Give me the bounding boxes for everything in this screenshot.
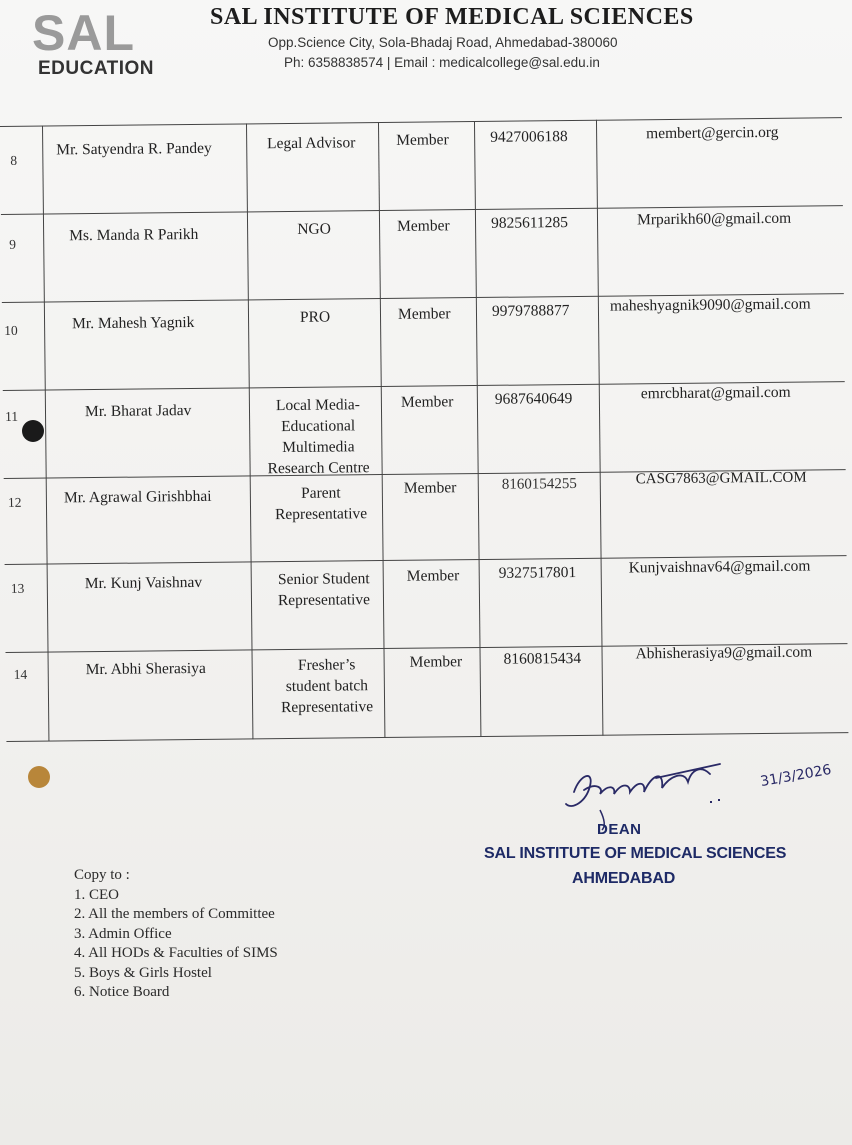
dean-signature — [560, 752, 850, 832]
list-item: 4. All HODs & Faculties of SIMS — [74, 945, 278, 961]
member-phone: 9687640649 — [494, 390, 573, 408]
member-name: Mr. Kunj Vaishnav — [84, 573, 203, 593]
signature-date: 31/3/2026 — [759, 761, 833, 791]
member-role: Legal Advisor — [266, 134, 356, 153]
copy-to-heading: Copy to : — [74, 867, 130, 883]
member-name: Mr. Satyendra R. Pandey — [56, 139, 212, 159]
institute-stamp-line2: AHMEDABAD — [572, 870, 676, 887]
institute-address: Opp.Science City, Sola-Bhadaj Road, Ahmedabad-380060 — [268, 35, 618, 50]
institute-name: SAL INSTITUTE OF MEDICAL SCIENCES — [210, 4, 694, 30]
member-email: emrcbharat@gmail.com — [640, 383, 791, 403]
member-email: membert@gercin.org — [646, 123, 779, 143]
member-phone: 9327517801 — [498, 563, 577, 582]
list-item: 2. All the members of Committee — [74, 906, 275, 922]
list-item: 5. Boys & Girls Hostel — [74, 964, 212, 981]
member-designation: Member — [396, 131, 449, 149]
sal-education-logo — [30, 5, 180, 83]
punch-hole-mark — [28, 766, 50, 788]
row-number: 8 — [10, 152, 18, 168]
punch-hole-mark — [22, 420, 44, 442]
member-designation: Member — [396, 217, 450, 235]
member-name: Mr. Agrawal Girishbhai — [63, 487, 212, 507]
member-email: Abhisherasiya9@gmail.com — [635, 643, 813, 663]
row-number: 11 — [4, 408, 19, 424]
member-role: Senior Student Representative — [277, 570, 371, 610]
row-number: 10 — [4, 322, 18, 338]
row-number: 14 — [13, 666, 28, 682]
member-name: Mr. Mahesh Yagnik — [71, 313, 195, 333]
row-number: 12 — [7, 494, 22, 510]
member-email: Mrparikh60@gmail.com — [636, 209, 792, 229]
copy-to-section — [74, 866, 278, 1003]
member-phone: 8160815434 — [503, 649, 582, 668]
row-number: 13 — [10, 580, 25, 596]
list-item: 1. CEO — [74, 886, 119, 903]
institute-contact: Ph: 6358838574 | Email : medicalcollege@sal.edu.in — [284, 55, 600, 70]
member-name: Mr. Abhi Sherasiya — [85, 659, 206, 679]
logo-text: SAL — [32, 5, 135, 61]
member-email: CASG7863@GMAIL.COM — [635, 469, 807, 488]
member-name: Mr. Bharat Jadav — [84, 402, 192, 421]
member-role: Fresher’s student batch Representative — [280, 656, 374, 717]
row-number: 9 — [9, 236, 17, 252]
member-designation: Member — [406, 567, 460, 585]
list-item: 3. Admin Office — [74, 925, 172, 942]
member-designation: Member — [409, 653, 463, 671]
institute-stamp-line1: SAL INSTITUTE OF MEDICAL SCIENCES — [484, 845, 787, 862]
dean-title: DEAN — [597, 821, 642, 838]
member-designation: Member — [403, 479, 457, 497]
member-email: Kunjvaishnav64@gmail.com — [628, 557, 811, 577]
member-email: maheshyagnik9090@gmail.com — [609, 295, 811, 315]
member-phone: 9979788877 — [491, 302, 570, 320]
member-role: PRO — [299, 308, 331, 326]
copy-to-list — [74, 886, 278, 1003]
member-role: NGO — [297, 220, 331, 238]
member-phone: 9427006188 — [490, 128, 568, 146]
member-designation: Member — [400, 393, 454, 411]
list-item: 6. Notice Board — [74, 984, 170, 1000]
logo-subtitle: EDUCATION — [38, 58, 155, 79]
member-role: Parent Representative — [274, 484, 368, 524]
member-name: Ms. Manda R Parikh — [69, 225, 199, 245]
committee-members-table — [0, 117, 852, 742]
member-designation: Member — [397, 305, 451, 323]
member-role: Local Media- Educational Multimedia Research Centre — [267, 396, 370, 478]
member-phone: 9825611285 — [490, 214, 569, 232]
member-phone: 8160154255 — [501, 475, 577, 493]
